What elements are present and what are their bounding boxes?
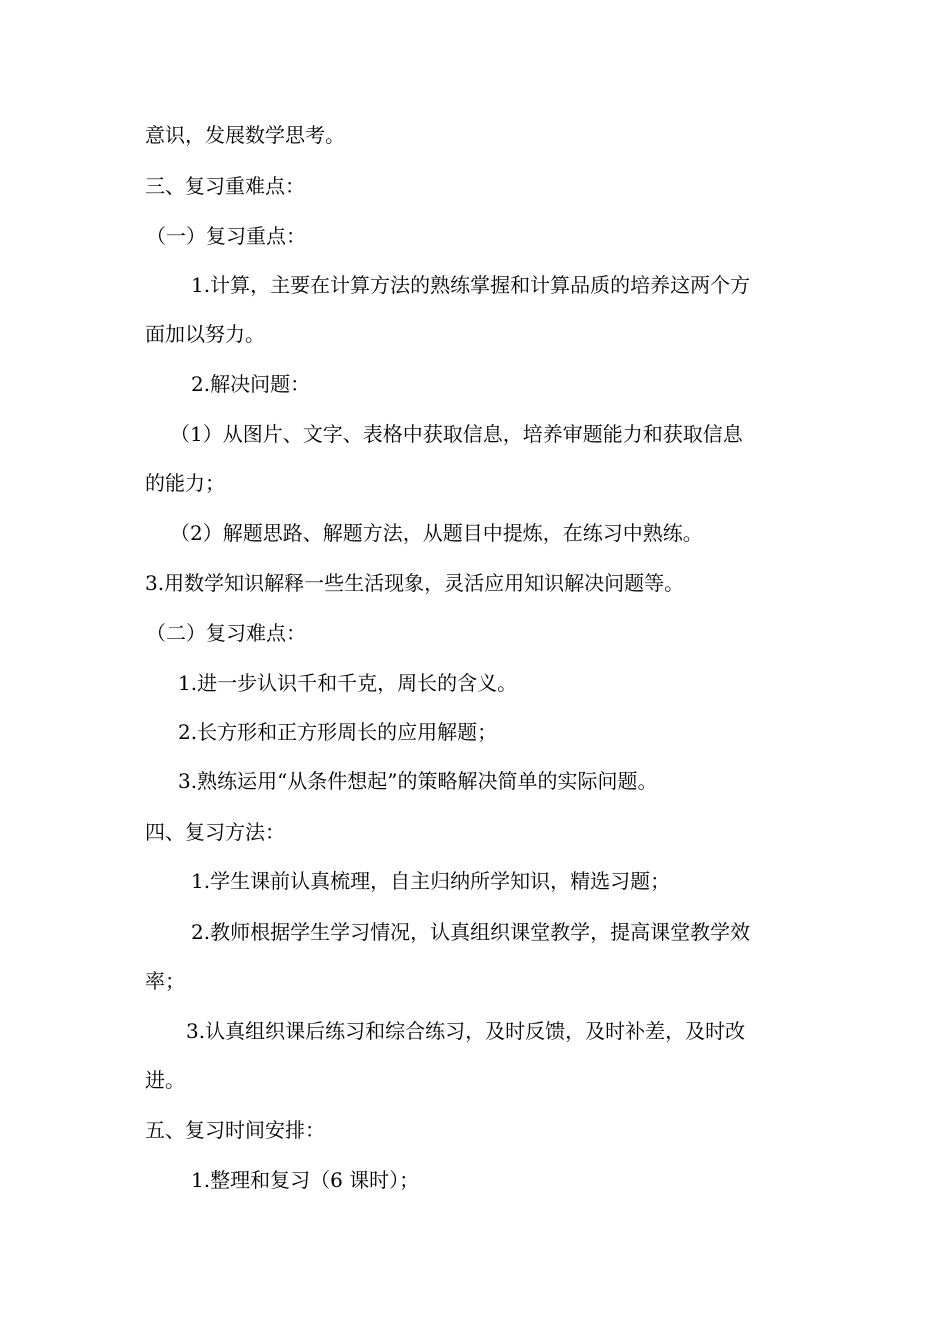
text-line: 面加以努力。: [145, 322, 265, 346]
text-line: （1）从图片、文字、表格中获取信息，培养审题能力和获取信息: [170, 422, 743, 446]
section-heading: 四、复习方法：: [145, 820, 285, 844]
text-line: 意识，发展数学思考。: [145, 123, 345, 147]
section-heading: 五、复习时间安排：: [145, 1118, 325, 1142]
text-line: 的能力；: [145, 471, 225, 495]
text-line: 2.教师根据学生学习情况，认真组织课堂教学，提高课堂教学效: [191, 920, 751, 944]
subsection-heading: （二）复习难点：: [146, 621, 306, 645]
text-line: 3.用数学知识解释一些生活现象，灵活应用知识解决问题等。: [145, 571, 685, 595]
section-heading: 三、复习重难点：: [145, 174, 305, 198]
text-line: 3.认真组织课后练习和综合练习，及时反馈，及时补差，及时改: [186, 1019, 746, 1043]
text-line: 进。: [145, 1068, 185, 1092]
text-line: 1.学生课前认真梳理，自主归纳所学知识，精选习题；: [191, 869, 671, 893]
text-line: 3.熟练运用“从条件想起”的策略解决简单的实际问题。: [178, 769, 658, 793]
subsection-heading: （一）复习重点：: [146, 224, 306, 248]
text-line: 2.长方形和正方形周长的应用解题；: [178, 720, 498, 744]
text-line: 率；: [145, 969, 185, 993]
text-line: 1.进一步认识千和千克，周长的含义。: [178, 671, 518, 695]
text-line: 2.解决问题：: [191, 372, 311, 396]
text-line: （2）解题思路、解题方法，从题目中提炼，在练习中熟练。: [170, 521, 703, 545]
text-line: 1.计算，主要在计算方法的熟练掌握和计算品质的培养这两个方: [191, 273, 751, 297]
text-line: 1.整理和复习（6 课时）；: [191, 1168, 420, 1192]
